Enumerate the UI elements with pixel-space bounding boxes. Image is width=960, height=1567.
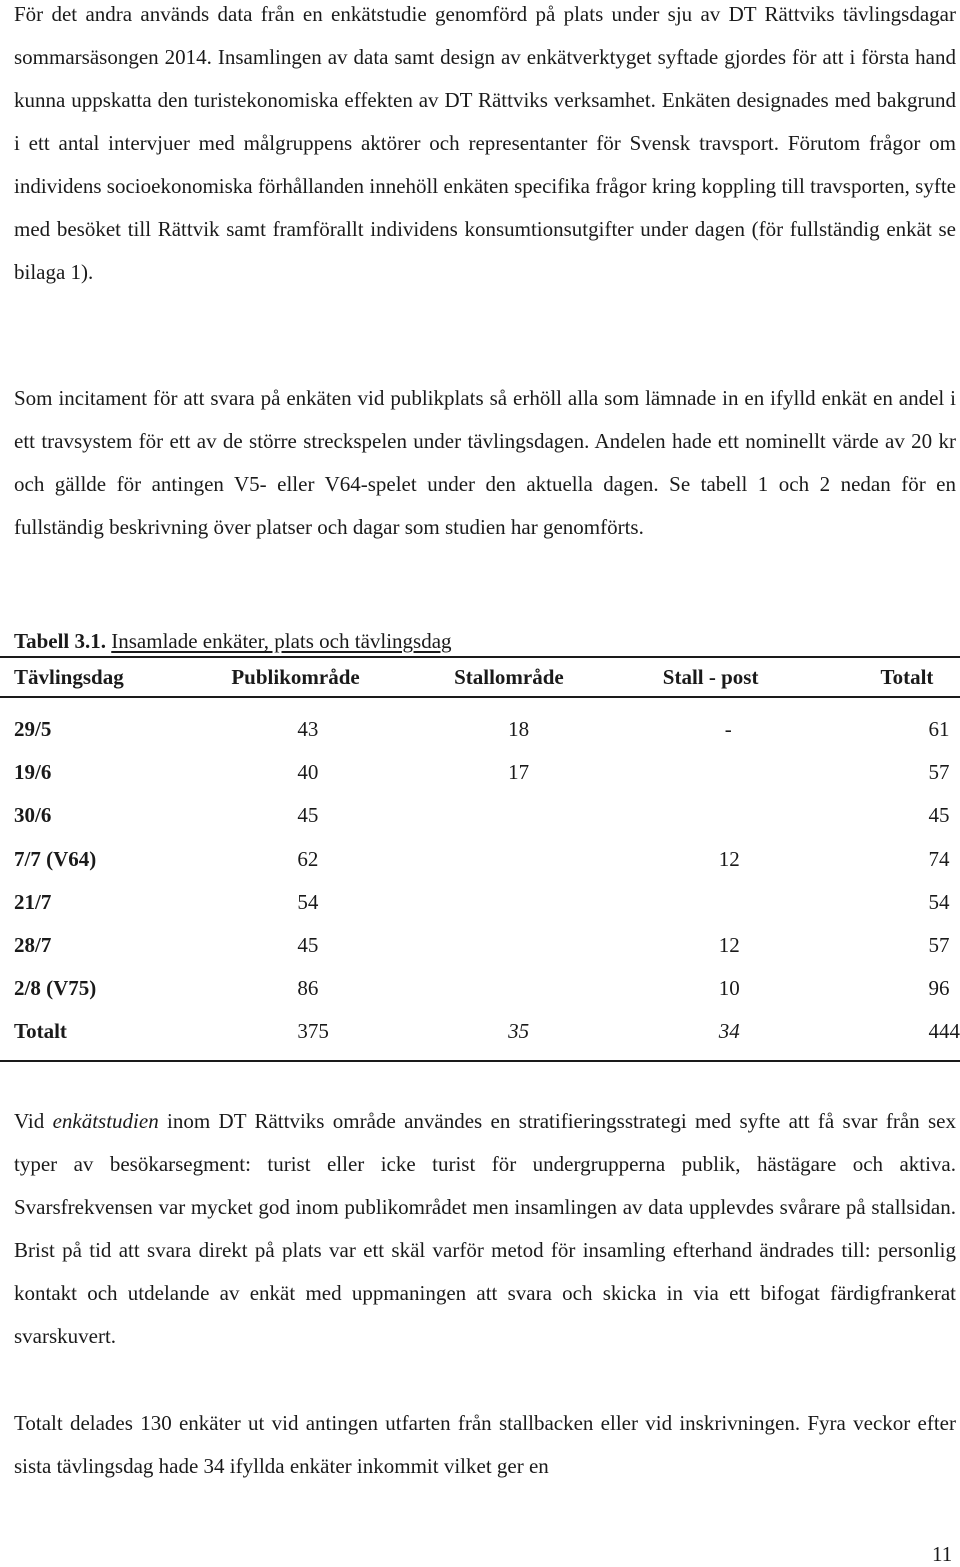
table-row — [0, 697, 960, 751]
table-row — [0, 924, 960, 967]
table-caption-text: Insamlade enkäter, plats och tävlingsdag — [111, 629, 452, 653]
table-row — [0, 881, 960, 924]
cell-tot: 57 — [928, 933, 950, 958]
cell-pub: 43 — [297, 717, 319, 742]
cell-post: 34 — [718, 1019, 740, 1044]
cell-tot: 96 — [928, 976, 950, 1001]
cell-tot: 57 — [928, 760, 950, 785]
paragraph-stratification — [14, 1100, 956, 1358]
cell-post — [643, 751, 845, 794]
paragraph-stratification-start: Vid — [14, 1109, 53, 1133]
cell-stall — [426, 881, 643, 924]
cell-day: 30/6 — [14, 803, 52, 828]
table-row — [0, 838, 960, 881]
cell-day: 19/6 — [14, 760, 52, 785]
table-header-row — [0, 657, 960, 697]
cell-post — [643, 881, 845, 924]
cell-day: Totalt — [14, 1019, 67, 1044]
survey-table — [0, 656, 960, 1062]
cell-day: 21/7 — [14, 889, 52, 914]
header-totalt: Totalt — [880, 664, 934, 689]
cell-day: 2/8 (V75) — [14, 976, 97, 1001]
table-row — [0, 794, 960, 837]
cell-pub: 45 — [297, 803, 319, 828]
cell-day: 29/5 — [14, 717, 52, 742]
header-stall-post: Stall - post — [662, 664, 759, 689]
cell-stall: 18 — [508, 717, 530, 742]
cell-stall — [426, 924, 643, 967]
cell-pub: 86 — [297, 976, 319, 1001]
cell-pub: 40 — [297, 760, 319, 785]
cell-pub: 45 — [297, 933, 319, 958]
cell-pub: 54 — [297, 889, 319, 914]
cell-stall — [426, 967, 643, 1010]
paragraph-stratification-rest: inom DT Rättviks område användes en stratifieringsstrategi med syfte att få svar från sex typer av besökarsegment: turist eller icke turist för undergrupperna publik, hästägare och aktiva. Svarsfrekvensen var mycket god inom publikområdet men insamlingen av data upplevdes svårare på stallsidan. Brist på tid att svara direkt på plats var ett skäl varför metod för insamling efterhand ändrades till: personlig kontakt och utdelande av enkät med uppmaningen att svara och skicka in via ett bifogat färdigfrankerat svarskuvert. — [14, 1109, 956, 1348]
table-caption-label: Tabell 3.1. — [14, 629, 106, 653]
cell-tot: 54 — [928, 889, 950, 914]
cell-day: 28/7 — [14, 933, 52, 958]
cell-stall: 35 — [508, 1019, 530, 1044]
cell-stall: 17 — [508, 760, 530, 785]
cell-tot: 444 — [928, 1019, 960, 1044]
table-caption — [14, 626, 452, 656]
page-number: 11 — [932, 1542, 953, 1566]
paragraph-incentive: Som incitament för att svara på enkäten vid publikplats så erhöll alla som lämnade in en ifylld enkät en andel i ett travsystem för ett av de större streckspelen under tävlingsdagen. Andelen hade ett nominellt värde av 20 kr och gällde för antingen V5- eller V64-spelet under den aktuella dagen. Se tabell 1 och 2 nedan för en fullständig beskrivning över platser och dagar som studien har genomförts. — [14, 386, 956, 539]
header-tavlingsdag: Tävlingsdag — [14, 664, 124, 689]
cell-post — [643, 794, 845, 837]
cell-post: 10 — [718, 976, 740, 1001]
cell-pub: 62 — [297, 846, 319, 871]
cell-tot: 45 — [928, 803, 950, 828]
table-row — [0, 967, 960, 1010]
cell-stall — [426, 838, 643, 881]
table-row — [0, 751, 960, 794]
cell-post: 12 — [718, 846, 740, 871]
cell-post: 12 — [718, 933, 740, 958]
cell-post: - — [724, 717, 732, 742]
cell-tot: 74 — [928, 846, 950, 871]
cell-tot: 61 — [928, 717, 950, 742]
header-publikomrade: Publikområde — [231, 664, 360, 689]
paragraph-data-sources: För det andra används data från en enkätstudie genomförd på plats under sju av DT Rättviks tävlingsdagar sommarsäsongen 2014. Insamlingen av data samt design av enkätverktyget syftade gjordes för att i första hand kunna uppskatta den turistekonomiska effekten av DT Rättviks verksamhet. Enkäten designades med bakgrund i ett antal intervjuer med målgruppens aktörer och representanter för Svensk travsport. Förutom frågor om individens socioekonomiska förhållanden innehöll enkäten specifika frågor kring koppling till travsporten, syfte med besöket till Rättvik samt framförallt individens konsumtionsutgifter under dagen (för fullständig enkät se bilaga 1). — [14, 2, 956, 284]
paragraph-stratification-italic: enkätstudien — [52, 1109, 159, 1133]
paragraph-distribution: Totalt delades 130 enkäter ut vid antingen utfarten från stallbacken eller vid inskrivningen. Fyra veckor efter sista tävlingsdag hade 34 ifyllda enkäter inkommit vilket ger en — [14, 1411, 956, 1478]
table-row-total — [0, 1010, 960, 1060]
cell-pub: 375 — [297, 1019, 329, 1044]
cell-day: 7/7 (V64) — [14, 846, 97, 871]
cell-stall — [426, 794, 643, 837]
header-stallomrade: Stallområde — [454, 664, 564, 689]
